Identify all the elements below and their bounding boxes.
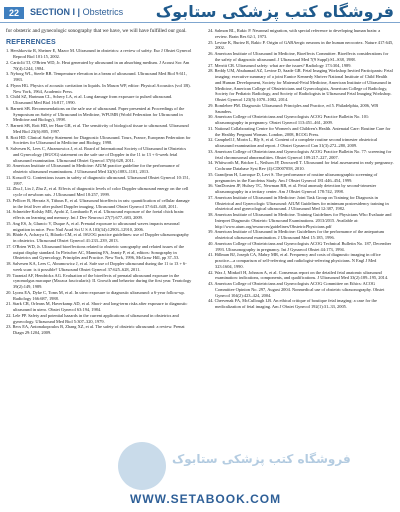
- reference-item: 26. American Institute of Ultrasound in Medicine, Bioeffects Committee. Bioeffects considerations for the safety of diagnostic ultrasound. J Ultrasound Med 7(9 Suppl):S1–S38, 1988.: [208, 51, 389, 62]
- reference-item: 30. American College of Obstetricians and Gynecologists ACOG Practice Bulletin No. 101: ultrasonography in pregnancy. Obstet Gynecol 113:451–461, 2009.: [208, 114, 370, 125]
- reference-item: 8. Rott HD. Clinical Safety Statement for Diagnostic Ultrasound. Tours, France, European Federation for Societies for Ultrasound in Medicine and Biology, 1998.: [6, 134, 191, 146]
- reference-item: 6. Barnett SB. Recommendations on the safe use of ultrasound. Paper presented at Proceedings of the Symposium on Safety of Ultrasound in Medicine, WFUMB (World Federation for Ultrasound in Medicine and Biology), 1998.: [6, 105, 185, 123]
- reference-item: 38. American Institute of Ultrasound in Medicine. Training Guidelines for Physicians Who Evaluate and Interpret Diagnostic Obstetric Ultrasound Examinations. 2013/2015. Available at: http://www.aium.org/resources/guidelines/ObstetricPhysicians.pdf: [208, 212, 392, 229]
- section-divider: |: [77, 7, 81, 17]
- reference-item: 20. Lyons EA, Dyke C, Toms M, et al. In utero exposure to diagnostic ultrasound: a 6-year follow-up. Radiology 166:687, 1988.: [6, 289, 185, 301]
- references-heading: REFERENCES: [6, 38, 56, 46]
- watermark-url: WWW.SETABOOK.COM: [130, 492, 282, 506]
- reference-item: 27. Merritt CR. Ultrasound safety: what are the issues? Radiology 173:304, 1989.: [208, 62, 352, 68]
- reference-item: 15. Ang ES, Jr, Gluncic V, Duque A, et al. Prenatal exposure to ultrasound waves impacts neuronal migration in mice. Proc Natl Acad Sci U S A 103(34):12903–12910, 2006.: [6, 220, 180, 232]
- reference-item: 13. Pellicer B, Herraiz S, Táboas E, et al. Ultrasound bioeffects in rats: quantification of cellular damage in the fetal liver after pulsed Doppler imaging. Ultrasound Obstet Gynecol 37:643–648, 2011.: [6, 197, 190, 209]
- reference-item: 32. Campbell J, Morin L, Bly S, et al. Content of a complete routine second trimester obstetrical ultrasound examination and report. J Obstet Gynaecol Can 31(3):272–280, 2009.: [208, 137, 378, 148]
- watermark-text: فروشگاه کتب پزشکی ستابوک: [172, 452, 351, 466]
- reference-item: 17. O'Brien WD, Jr. Ultrasound bioeffections related to obstetric sonography and related issues of the output display standard. In Fleischer AC, Manning FA, Jeanty P, et al, editors: Sonography in Obstetrics and Gynecology, Principles and Practice. New York, 1996, McGraw Hill, pp 37–53.: [6, 243, 185, 261]
- reference-item: 19. Tarantal AF, Hendrickx AG. Evaluation of the bioeffects of prenatal ultrasound exposure in the cynomolgus macaque (Macaca fascicularis): II. Growth and behavior during the first year. Teratology 39(2):149, 1989.: [6, 272, 192, 290]
- reference-item: 43. American College of Obstetricians and Gynecologists ACOG Committee on Ethics: ACOG Committee Opinion No. 297, August 2004. Nonmedical use of obstetric ultrasonography. Obstet Gynecol 104(2):423–424, 2004.: [208, 281, 385, 298]
- reference-item: 39. American Institute of Ultrasound in Medicine: Guidelines for the performance of the antepartum obstetrical ultrasound examination. J Ultrasound Med 15:185, 1996.: [208, 229, 385, 240]
- reference-item: 28. Reddy UM, Abuhamad AZ, Levine D, Saade GR. Fetal Imaging Workshop Invited Participants: Fetal imaging: executive summary of a joint Eunice Kennedy Shriver National Institute of Child Health and Human Development, Society for Maternal-Fetal Medicine, American Institute of Ultrasound in Medicine, American College of Obstetricians and Gynecologists, American College of Radiology, Society for Pediatric Radiology, and Society of Radiologists in Ultrasound Fetal Imaging Workshop. Obstet Gynecol 123(5):1070–1082, 2014.: [208, 68, 393, 102]
- references-list-right: [208, 28, 394, 310]
- reference-item: 40. American College of Obstetricians and Gynecologists ACOG Technical Bulletin No. 187, December 1993. Ultrasonography in pregnancy. Int J Gynaecol Obstet 44:173, 1994.: [208, 240, 392, 252]
- section-label: [30, 7, 123, 17]
- reference-item: 41. Hillman BJ, Joseph CA, Mabry MR, et al. Frequency and costs of diagnostic imaging in office practice—a comparison of self-referring and radiologist-referring physicians. N Engl J Med 323:1604, 1990.: [208, 252, 381, 269]
- section-title: Obstetrics: [82, 7, 124, 17]
- section-number: SECTION I: [30, 7, 76, 17]
- reference-item: 16. Bhide A, Acharya G, Bilardo CM, et al. ISUOG practice guidelines: use of Doppler ultrasonography in obstetrics. Ultrasound Obstet Gynecol 41:233–239, 2013.: [6, 232, 189, 244]
- page-header: [0, 0, 400, 26]
- reference-item: 33. American College of Obstetricians and Gynecologists ACOG Practice Bulletin No. 77: screening for fetal chromosomal abnormalities. Obstet Gynecol 109:217–227, 2007.: [208, 148, 392, 160]
- intro-paragraph: for obstetric and gynecologic sonography that we have, we will have fulfilled our goal.: [6, 28, 187, 34]
- brand-logo-text: فروشگاه کتب پزشکی ستابوک: [155, 2, 394, 21]
- page-number: 22: [4, 7, 24, 19]
- watermark-logo: [118, 442, 166, 490]
- reference-item: 7. Barnett SB, Rott HD, ter Haar GR, et al. The sensitivity of biological tissue to ultrasound. Ultrasound Med Biol 23(6):805, 1997.: [6, 123, 189, 134]
- reference-item: 18. Salvesen KA, Lees C, Abramowicz J, et al. Safe use of Doppler ultrasound during the 11 to 13 + 6-week scan: is it possible? Ultrasound Obstet Gynecol 37:625–628, 2011.: [6, 261, 187, 272]
- reference-item: 10. American Institute of Ultrasound in Medicine: AIUM practice guideline for the performance of obstetric ultrasound examinations. J Ultrasound Med 32(6):1083–1101, 2013.: [6, 163, 180, 175]
- reference-item: 12. Zhu J, Lin J, Zhu Z, et al. Effects of diagnostic levels of color Doppler ultrasound energy on the cell cycle of newborn rats. J Ultrasound Med 18:257, 1999.: [6, 186, 189, 198]
- reference-item: 5. Child SZ, Hartman CL, Schery LA, et al. Lung damage from exposure to pulsed ultrasound. Ultrasound Med Biol 16:817, 1990.: [6, 94, 173, 106]
- reference-item: 31. National Collaborating Centre for Women's and Children's Health. Antenatal Care: Routine Care for the Healthy Pregnant Woman. London, 2008, RCOG Press.: [208, 125, 391, 137]
- reference-item: 42. Wax J, Minkoff H, Johnson A, et al. Consensus report on the detailed fetal anatomic ultrasound examination: indications, components, and qualifications. J Ultrasound Med 33(2):189–195, 2014.: [208, 269, 389, 281]
- reference-item: 25. Levine K, Buriez R, Rakic P. Origin of GABAergic neurons in the human neocortex. Nature 417:645, 2002.: [208, 39, 394, 51]
- reference-item: 35. Grandjean H, Larroque D, Levi S. The performance of routine ultrasonographic screening of pregnancies in the Eurofetus Study. Am J Obstet Gynecol 181:446–454, 1999.: [208, 171, 378, 183]
- reference-item: 24. Salmon RL, Rakic P. Neuronal migration, with special reference to developing human brain: a review. Brain Res 62:1, 1973.: [208, 28, 381, 39]
- references-list-left: [6, 48, 192, 336]
- reference-item: 3. Nyborg WL, Steele RB. Temperature elevation in a beam of ultrasound. Ultrasound Med Biol 9:611, 1983.: [6, 71, 187, 83]
- reference-item: 14. Schneider-Kolsky ME, Ayobi Z, Lombardo P, et al. Ultrasound exposure of the foetal chick brain: effects on learning and memory. Int J Dev Neurosci 27(7):677–683, 2009.: [6, 209, 185, 221]
- reference-item: 1. Hershkovitz R, Sheiner E, Mazor M. Ultrasound in obstetrics: a review of safety. Eur J Obstet Gynecol Reprod Biol 101:15, 2002.: [6, 48, 192, 60]
- reference-item: 37. American Institute of Ultrasound in Medicine: Joint Task Group on Training for Diagnosis in Obstetrical and Gynecologic Ultrasound: AIUM Guidelines for minimum postresidency training in obstetrical and gynecological ultrasound. J Ultrasound Med 12:387, 1982.: [208, 194, 389, 212]
- left-column: [6, 28, 192, 336]
- reference-item: 4. Flynn HG. Physics of acoustic cavitation in liquids. In Mason WP, editor: Physical Acoustics (vol 1B). New York, 1964, Academic Press.: [6, 82, 191, 94]
- right-column: [208, 28, 394, 310]
- reference-item: 36. VanDorsten JP, Hulsey TC, Newman RB, et al. Fetal anomaly detection by second-trimester ultrasonography in a tertiary center. Am J Obstet Gynecol 178:742, 1998.: [208, 183, 377, 194]
- reference-item: 11. Kossoff G. Contentious issues in safety of diagnostic ultrasound. Ultrasound Obstet Gynecol 10:151, 1997.: [6, 174, 190, 186]
- header-rule: [0, 22, 400, 23]
- reference-item: 29. Romlebee PM. Diagnostic Ultrasound: Principles and Practice, ed 5. Philadelphia, 2006, WB Saunders.: [208, 102, 379, 114]
- reference-item: 2. Carticlii TJ, O'Brien WD, Jr. Heat generated by ultrasound in an absorbing medium. J Acoust Soc Am 70(4):1244, 1984.: [6, 59, 190, 71]
- reference-item: 44. Chervenak FA, McCullough LB. An ethical critique of boutique fetal imaging: a case for the medicalization of fetal imaging. Am J Obstet Gynecol 192(1):31–33, 2005.: [208, 298, 377, 309]
- reference-item: 34. Whitworth M, Bricker L, Neilson JP, Dowswell T. Ultrasound for fetal assessment in early pregnancy. Cochrane Database Syst Rev (4):CD007058, 2010.: [208, 160, 394, 171]
- reference-item: 22. Lele PP. Safety and potential hazards in the current applications of ultrasound in obstetrics and gynecology. Ultrasound Med Biol 5:307–320, 1979.: [6, 312, 179, 324]
- reference-item: 9. Salvesen K, Lees C, Abramowicz J, et al. Board of International Society of Ultrasound in Obstetrics and Gynecology (ISUOG) statement on the safe use of Doppler in the 11 to 13 + 6-week fetal ultrasound examination. Ultrasound Obstet Gynecol 37(6):628, 2011.: [6, 146, 187, 163]
- reference-item: 23. Recs EA, Antonakopoulos B, Zhang XZ, et al. The safety of obstetric ultrasound: a review. Prenat Diagn 29:1204, 2009.: [6, 324, 185, 336]
- reference-item: 21. Stark CR, Orleans M, Haverkamp AD, et al. Short- and long-term risks after exposure to diagnostic ultrasound in utero. Obstet Gynecol 63:194, 1984.: [6, 301, 188, 313]
